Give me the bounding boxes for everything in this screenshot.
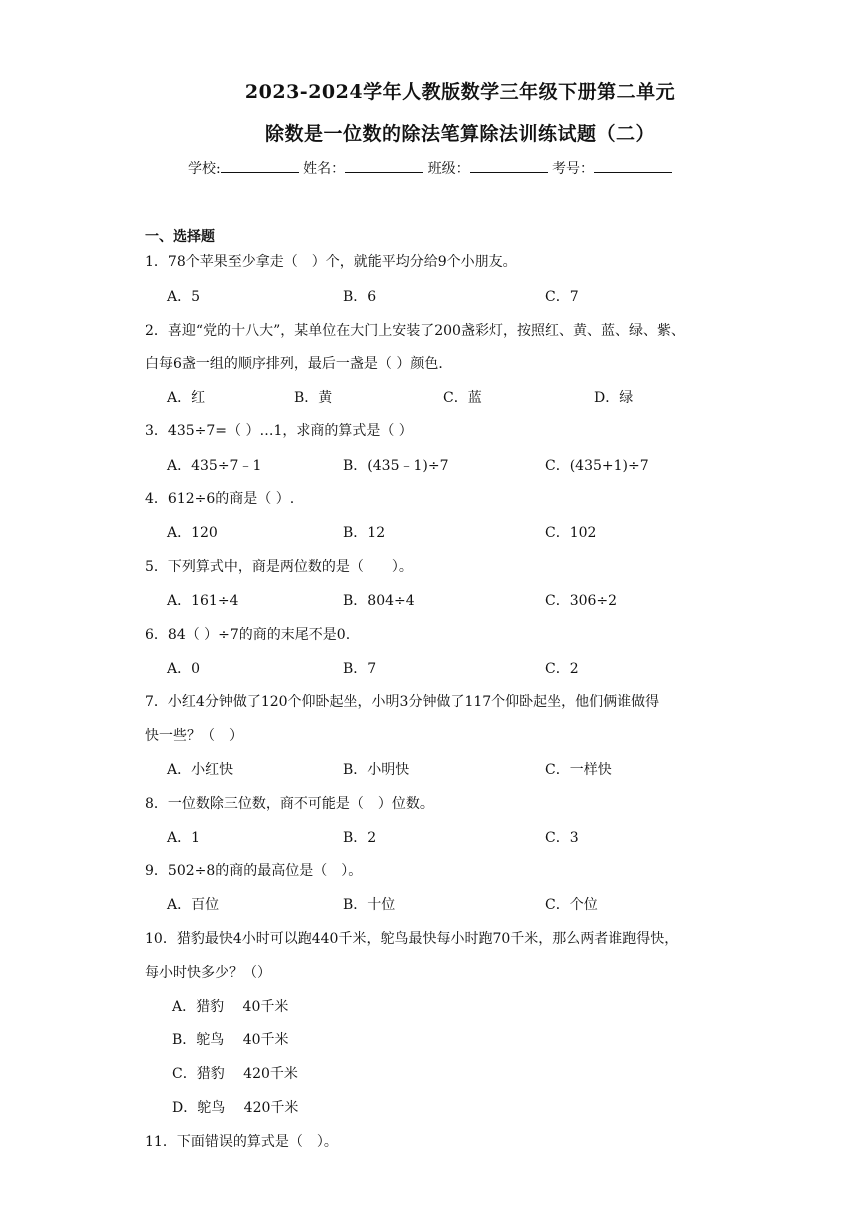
q6-option-b[interactable]: B．7 <box>343 661 377 677</box>
q2-option-d[interactable]: D．绿 <box>594 390 634 406</box>
question-6: 6．84（ ）÷7的商的末尾不是0. <box>145 627 351 643</box>
q8-option-a[interactable]: A．1 <box>167 830 201 846</box>
q6-option-a[interactable]: A．0 <box>167 661 201 677</box>
page-subtitle: 除数是一位数的除法笔算除法训练试题（二） <box>264 123 655 145</box>
q8-option-c[interactable]: C．3 <box>545 830 579 846</box>
q4-option-a[interactable]: A．120 <box>167 525 218 541</box>
q6-option-c[interactable]: C．2 <box>545 661 579 677</box>
page-title: 2023-2024学年人教版数学三年级下册第二单元 <box>244 81 676 103</box>
q7-option-b[interactable]: B．小明快 <box>343 762 410 778</box>
question-7-line-1: 7．小红4分钟做了120个仰卧起坐，小明3分钟做了117个仰卧起坐，他们俩谁做得 <box>145 694 660 710</box>
question-11: 11．下面错误的算式是（ ）。 <box>145 1134 338 1150</box>
question-9: 9．502÷8的商的最高位是（ ）。 <box>145 863 363 879</box>
student-info-line <box>0 158 860 178</box>
name-blank[interactable] <box>345 160 423 173</box>
question-5: 5．下列算式中，商是两位数的是（ ）。 <box>145 559 413 575</box>
school-label: 学校: <box>187 161 221 177</box>
q8-option-b[interactable]: B．2 <box>343 830 377 846</box>
question-2-line-2: 白每6盏一组的顺序排列，最后一盏是（ ）颜色． <box>145 356 453 372</box>
q9-option-a[interactable]: A．百位 <box>167 897 220 913</box>
question-4: 4．612÷6的商是（ ）. <box>145 491 295 507</box>
q10-option-b[interactable]: B．鸵鸟 40千米 <box>172 1032 289 1048</box>
q7-option-c[interactable]: C．一样快 <box>545 762 612 778</box>
number-label: 考号： <box>552 161 595 177</box>
question-10-line-1: 10．猎豹最快4小时可以跑440千米，鸵鸟最快每小时跑70千米，那么两者谁跑得快， <box>145 931 679 947</box>
question-3: 3．435÷7=（ ）…1，求商的算式是（ ） <box>145 423 413 439</box>
q3-option-b[interactable]: B．(435﹣1)÷7 <box>343 458 449 474</box>
q7-option-a[interactable]: A．小红快 <box>167 762 234 778</box>
q5-option-a[interactable]: A．161÷4 <box>167 593 239 609</box>
school-blank[interactable] <box>221 160 299 173</box>
question-7-line-2: 快一些？（ ） <box>145 728 243 744</box>
q5-option-b[interactable]: B．804÷4 <box>343 593 415 609</box>
q1-option-c[interactable]: C．7 <box>545 289 579 305</box>
q4-option-b[interactable]: B．12 <box>343 525 386 541</box>
q1-option-b[interactable]: B．6 <box>343 289 377 305</box>
name-label: 姓名： <box>303 161 346 177</box>
q2-option-b[interactable]: B．黄 <box>294 390 333 406</box>
question-8: 8．一位数除三位数，商不可能是（ ）位数。 <box>145 796 434 812</box>
question-2-line-1: 2．喜迎“党的十八大”，某单位在大门上安装了200盏彩灯，按照红、黄、蓝、绿、紫、 <box>145 323 685 339</box>
q9-option-c[interactable]: C．个位 <box>545 897 598 913</box>
q10-option-d[interactable]: D．鸵鸟 420千米 <box>172 1100 299 1116</box>
question-1: 1．78个苹果至少拿走（ ）个，就能平均分给9个小朋友。 <box>145 254 517 270</box>
section-heading: 一、选择题 <box>145 229 215 245</box>
q10-option-a[interactable]: A．猎豹 40千米 <box>172 999 289 1015</box>
q2-option-a[interactable]: A．红 <box>167 390 206 406</box>
q1-option-a[interactable]: A．5 <box>167 289 201 305</box>
class-blank[interactable] <box>470 160 548 173</box>
number-blank[interactable] <box>594 160 672 173</box>
class-label: 班级： <box>427 161 470 177</box>
q4-option-c[interactable]: C．102 <box>545 525 597 541</box>
q9-option-b[interactable]: B．十位 <box>343 897 396 913</box>
q3-option-c[interactable]: C．(435+1)÷7 <box>545 458 649 474</box>
q2-option-c[interactable]: C．蓝 <box>443 390 482 406</box>
question-10-line-2: 每小时快多少？（） <box>145 965 271 981</box>
q3-option-a[interactable]: A．435÷7﹣1 <box>167 458 262 474</box>
q5-option-c[interactable]: C．306÷2 <box>545 593 618 609</box>
q10-option-c[interactable]: C．猎豹 420千米 <box>172 1066 298 1082</box>
